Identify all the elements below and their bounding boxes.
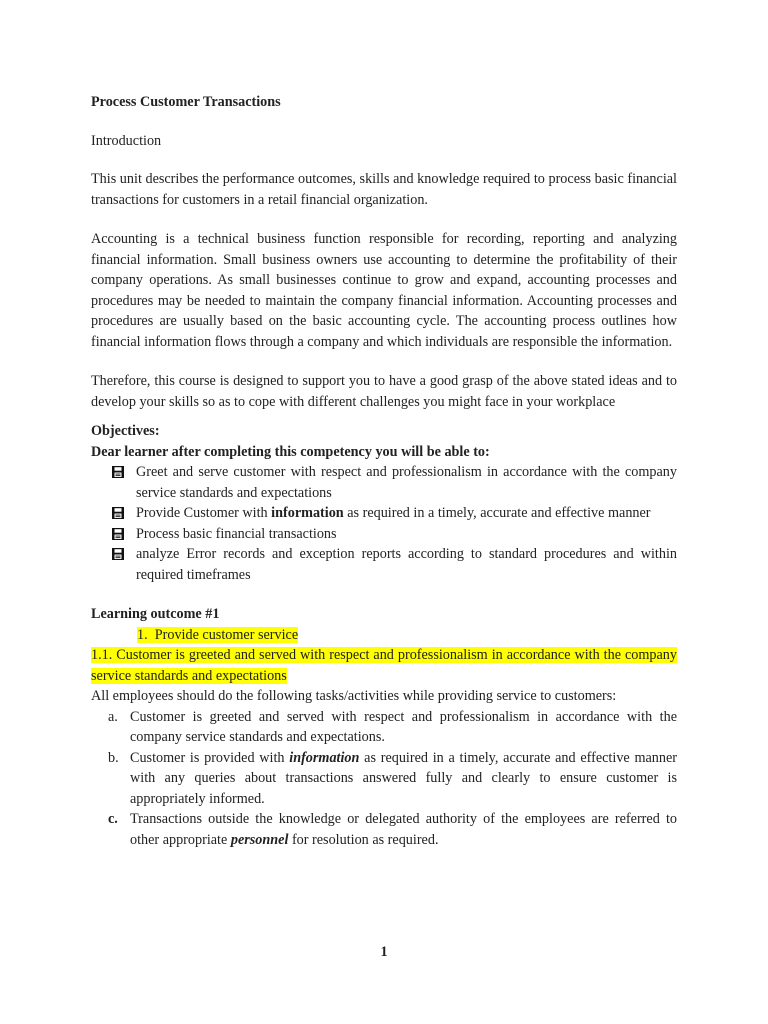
floppy-disk-icon [112, 528, 124, 540]
floppy-disk-icon [112, 507, 124, 519]
objectives-intro: Dear learner after completing this competency you will be able to: [91, 443, 490, 460]
list-item [136, 503, 677, 524]
outcome-item-label: Provide customer service [154, 626, 299, 643]
task-emphasis: information [289, 749, 360, 766]
floppy-disk-icon [112, 466, 124, 478]
list-item [136, 462, 677, 503]
task-text: Transactions outside the knowledge or delegated authority of the employees are referred to other appropriate [130, 811, 677, 848]
list-item [108, 809, 677, 850]
task-text: Customer is provided with [130, 749, 290, 766]
objectives-list [91, 462, 677, 585]
objectives-heading: Objectives: [91, 423, 160, 439]
list-marker: c. [108, 811, 118, 827]
objective-text: Greet and serve customer with respect and professionalism in accordance with the company service standards and expectations [136, 464, 677, 501]
list-item [136, 524, 677, 545]
list-item [108, 748, 677, 810]
tasks-list [91, 707, 677, 851]
document-body [91, 92, 677, 850]
list-marker: b. [108, 749, 119, 766]
list-marker: a. [108, 708, 118, 725]
objective-text: Provide Customer with [136, 505, 272, 521]
paragraph: Therefore, this course is designed to support you to have a good grasp of the above stated ideas and to develop your skills so as to cope with different challenges you might face in your workplace [91, 373, 677, 410]
objective-text: as required in a timely, accurate and effective manner [343, 505, 651, 521]
list-item [136, 544, 677, 585]
task-text: as required in a timely, accurate and effective manner with any queries about transactions answered fully and clearly to ensure customer is appropriately informed. [130, 749, 677, 807]
paragraph: This unit describes the performance outcomes, skills and knowledge required to process basic financial transactions for customers in a retail financial organization. [91, 171, 677, 208]
outcome-item [91, 625, 677, 646]
task-emphasis: personnel [230, 831, 289, 848]
floppy-disk-icon [112, 548, 124, 560]
task-text: Customer is greeted and served with respect and professionalism in accordance with the company service standards and expectations. [130, 708, 677, 745]
objective-text: analyze Error records and exception reports according to standard procedures and within required timeframes [136, 546, 677, 583]
paragraph: Accounting is a technical business function responsible for recording, reporting and analyzing financial information. Small business owners use accounting to determine the profitability of their company operations. As small businesses continue to grow and expand, accounting processes and procedures may be needed to maintain the company financial information. Accounting processes and procedures are usually based on the basic accounting cycle. The accounting process outlines how financial information flows through a company and which individuals are responsible the information. [91, 231, 677, 350]
objective-bold: information [271, 505, 344, 521]
page-number: 1 [380, 944, 388, 960]
outcome-item-number: 1. [137, 626, 148, 643]
tasks-intro: All employees should do the following tasks/activities while providing service to customers: [91, 688, 617, 704]
list-item [108, 707, 677, 748]
subsection-text: 1.1. Customer is greeted and served with respect and professionalism in accordance with the company service standards and expectations [91, 647, 677, 684]
document-title: Process Customer Transactions [91, 94, 281, 110]
introduction-heading: Introduction [91, 132, 162, 149]
learning-outcome-heading: Learning outcome #1 [91, 606, 220, 622]
subsection-heading [91, 645, 677, 686]
objective-text: Process basic financial transactions [136, 525, 337, 542]
task-text: for resolution as required. [288, 831, 439, 848]
